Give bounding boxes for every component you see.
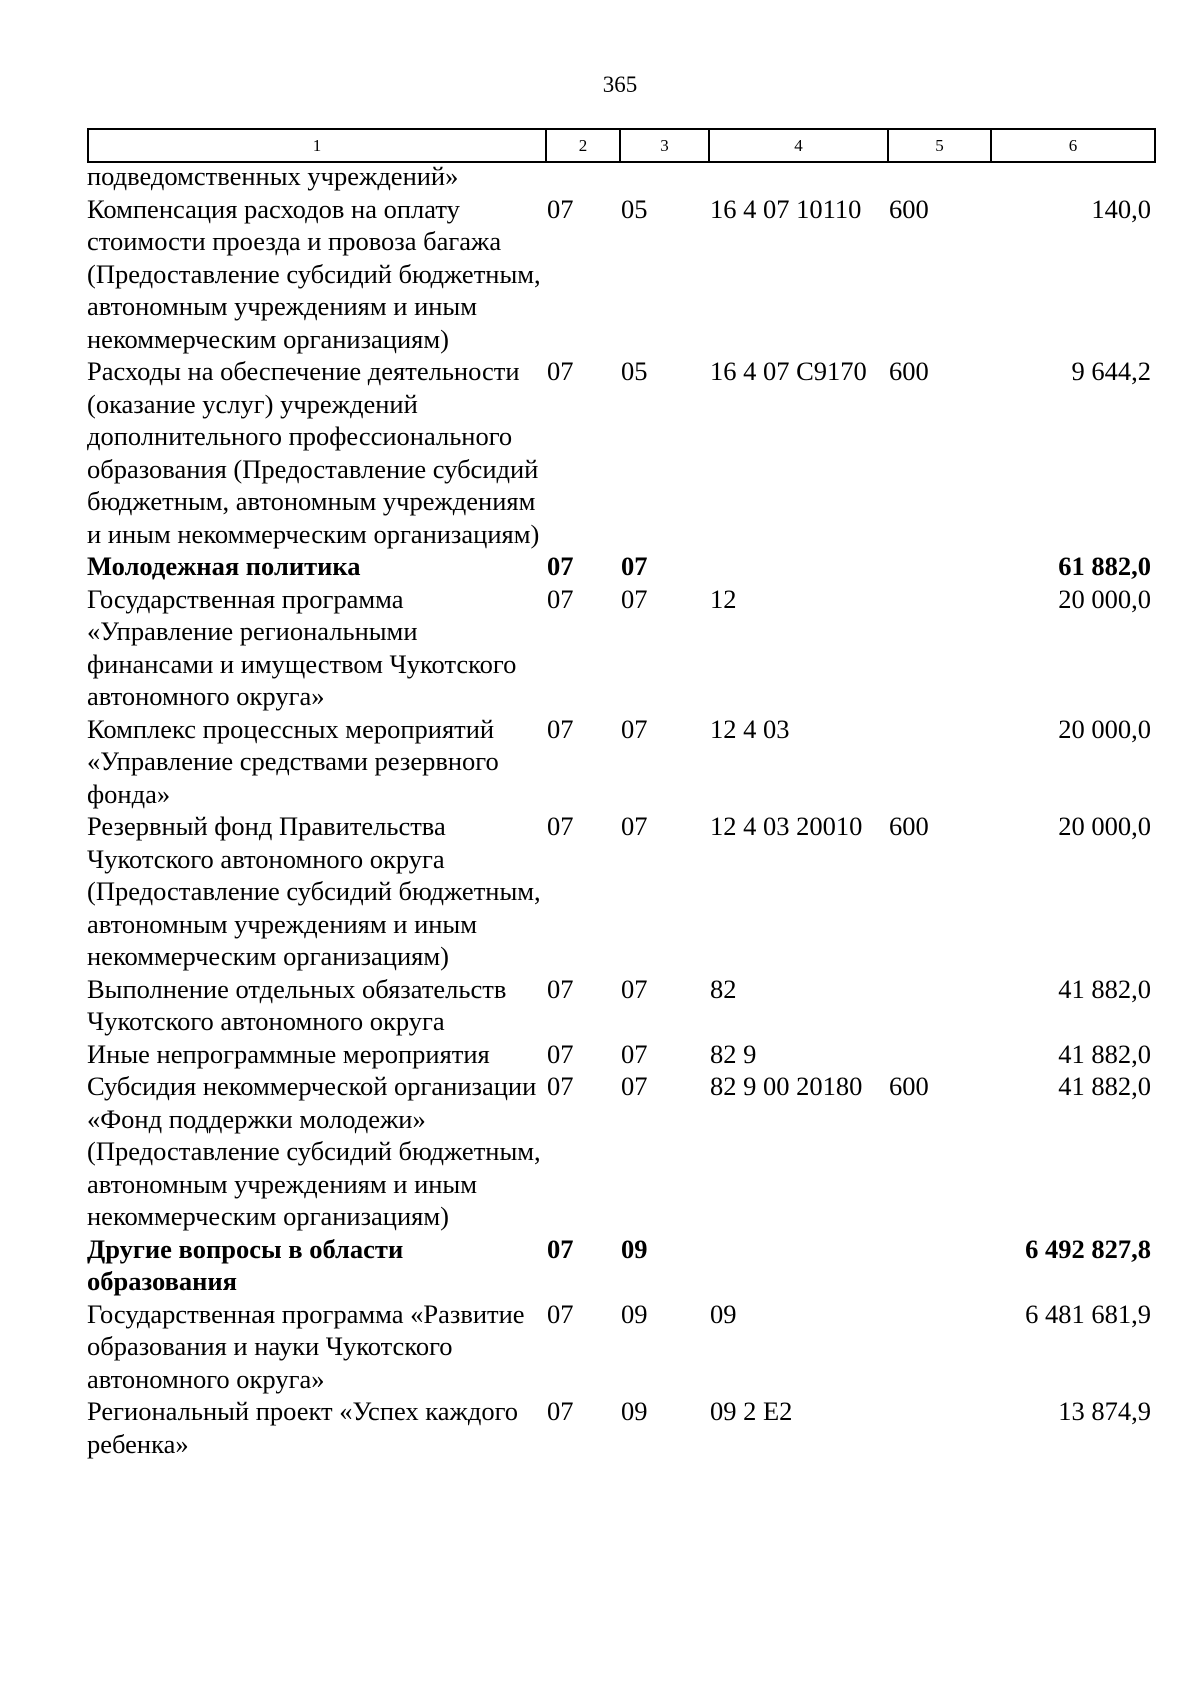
row-subsection-code: 07 bbox=[621, 811, 648, 841]
row-target-code: 82 9 bbox=[710, 1038, 757, 1069]
budget-table bbox=[87, 160, 1154, 1460]
column-number: 1 bbox=[88, 129, 546, 162]
row-target-code: 12 4 03 bbox=[710, 713, 790, 744]
row-expense-type-code bbox=[889, 583, 992, 713]
row-expense-type-code bbox=[889, 973, 992, 1038]
row-name: Комплекс процессных мероприятий «Управление средствами резервного фонда» bbox=[87, 713, 499, 809]
row-target-code: 09 2 Е2 bbox=[710, 1396, 793, 1426]
row-amount: 6 492 827,8 bbox=[1025, 1233, 1151, 1264]
row-name: Молодежная политика bbox=[87, 551, 361, 581]
row-target-code: 16 4 07 10110 bbox=[710, 193, 862, 224]
row-amount: 20 000,0 bbox=[1058, 713, 1151, 744]
row-name: Иные непрограммные мероприятия bbox=[87, 1038, 490, 1069]
row-amount bbox=[992, 160, 1154, 193]
row-target-code bbox=[710, 160, 889, 193]
row-section-code: 07 bbox=[547, 1071, 574, 1101]
table-row bbox=[87, 973, 1154, 1038]
row-section-code: 07 bbox=[547, 1038, 574, 1069]
row-section-code: 07 bbox=[547, 356, 574, 386]
row-section-code: 07 bbox=[547, 811, 574, 841]
column-number: 3 bbox=[620, 129, 709, 162]
budget-table-body bbox=[87, 160, 1154, 1460]
row-amount: 61 882,0 bbox=[1058, 551, 1151, 581]
row-target-code: 12 4 03 20010 bbox=[710, 811, 863, 841]
table-row bbox=[87, 810, 1154, 973]
row-amount: 41 882,0 bbox=[1058, 1071, 1151, 1101]
row-target-code: 09 bbox=[710, 1298, 737, 1329]
table-row bbox=[87, 1298, 1154, 1396]
row-subsection-code: 07 bbox=[621, 713, 648, 744]
row-amount: 13 874,9 bbox=[1058, 1396, 1151, 1426]
table-row bbox=[87, 1070, 1154, 1233]
row-subsection-code: 07 bbox=[621, 551, 648, 581]
row-name: подведомственных учреждений» bbox=[87, 161, 459, 191]
row-expense-type-code bbox=[889, 713, 992, 811]
row-subsection-code: 07 bbox=[621, 583, 648, 614]
row-expense-type-code bbox=[889, 1395, 992, 1460]
row-name: Государственная программа «Развитие образования и науки Чукотского автономного округа» bbox=[87, 1298, 525, 1394]
row-expense-type-code bbox=[889, 1233, 992, 1298]
row-name: Государственная программа «Управление региональными финансами и имуществом Чукотского автономного округа» bbox=[87, 583, 517, 711]
row-section-code: 07 bbox=[547, 583, 574, 614]
row-expense-type-code bbox=[889, 550, 992, 583]
page-number: 365 bbox=[602, 72, 638, 97]
column-header-table bbox=[87, 128, 1156, 163]
table-row bbox=[87, 193, 1154, 356]
row-expense-type-code bbox=[889, 1038, 992, 1071]
table-row bbox=[87, 1395, 1154, 1460]
row-name: Резервный фонд Правительства Чукотского автономного округа (Предоставление субсидий бюджетным, автономным учреждениям и иным некоммерческим организациям) bbox=[87, 811, 541, 971]
row-name: Региональный проект «Успех каждого ребенка» bbox=[87, 1396, 519, 1459]
row-expense-type-code bbox=[889, 1298, 992, 1396]
row-expense-type-code bbox=[889, 160, 992, 193]
table-row bbox=[87, 1038, 1154, 1071]
row-expense-type-code: 600 bbox=[889, 1071, 929, 1101]
row-section-code: 07 bbox=[547, 1396, 574, 1426]
row-section-code: 07 bbox=[547, 193, 574, 224]
row-amount: 6 481 681,9 bbox=[1025, 1298, 1151, 1329]
table-row bbox=[87, 713, 1154, 811]
row-subsection-code: 07 bbox=[621, 1038, 648, 1069]
row-target-code bbox=[710, 1233, 889, 1298]
row-expense-type-code: 600 bbox=[889, 811, 929, 841]
table-row bbox=[87, 355, 1154, 550]
table-row bbox=[87, 583, 1154, 713]
row-subsection-code: 09 bbox=[621, 1396, 648, 1426]
row-section-code: 07 bbox=[547, 713, 574, 744]
table-row bbox=[87, 550, 1154, 583]
row-target-code bbox=[710, 550, 889, 583]
row-amount: 41 882,0 bbox=[1058, 1038, 1151, 1069]
row-expense-type-code: 600 bbox=[889, 356, 929, 386]
row-section-code: 07 bbox=[547, 973, 574, 1004]
row-section-code: 07 bbox=[547, 551, 574, 581]
table-row bbox=[87, 1233, 1154, 1298]
row-amount: 9 644,2 bbox=[1071, 356, 1151, 386]
row-name: Выполнение отдельных обязательств Чукотского автономного округа bbox=[87, 973, 507, 1036]
row-name: Другие вопросы в области образования bbox=[87, 1233, 404, 1296]
row-target-code: 12 bbox=[710, 583, 737, 614]
row-subsection-code: 05 bbox=[621, 193, 648, 224]
row-name: Расходы на обеспечение деятельности (оказание услуг) учреждений дополнительного профессионального образования (Предоставление субсидий бюджетным, автономным учреждениям и иным некоммерческим организациям) bbox=[87, 356, 540, 549]
row-amount: 41 882,0 bbox=[1058, 973, 1151, 1004]
column-number: 4 bbox=[709, 129, 888, 162]
row-subsection-code: 09 bbox=[621, 1298, 648, 1329]
row-amount: 140,0 bbox=[1091, 193, 1151, 224]
row-target-code: 16 4 07 С9170 bbox=[710, 356, 867, 386]
row-name: Субсидия некоммерческой организации «Фонд поддержки молодежи» (Предоставление субсидий бюджетным, автономным учреждениям и иным некоммерческим организациям) bbox=[87, 1071, 541, 1231]
row-section-code bbox=[547, 160, 621, 193]
row-section-code: 07 bbox=[547, 1298, 574, 1329]
row-section-code: 07 bbox=[547, 1233, 574, 1264]
row-name: Компенсация расходов на оплату стоимости проезда и провоза багажа (Предоставление субсидий бюджетным, автономным учреждениям и иным некоммерческим организациям) bbox=[87, 193, 541, 354]
column-number: 5 bbox=[888, 129, 991, 162]
row-subsection-code: 07 bbox=[621, 1071, 648, 1101]
column-number: 6 bbox=[991, 129, 1155, 162]
table-row bbox=[87, 160, 1154, 193]
column-number: 2 bbox=[546, 129, 620, 162]
row-subsection-code bbox=[621, 160, 710, 193]
row-target-code: 82 9 00 20180 bbox=[710, 1071, 863, 1101]
row-amount: 20 000,0 bbox=[1058, 583, 1151, 614]
row-subsection-code: 09 bbox=[621, 1233, 648, 1264]
column-number-row bbox=[88, 129, 1155, 162]
row-target-code: 82 bbox=[710, 973, 737, 1004]
row-expense-type-code: 600 bbox=[889, 193, 929, 224]
row-subsection-code: 07 bbox=[621, 973, 648, 1004]
row-amount: 20 000,0 bbox=[1058, 811, 1151, 841]
row-subsection-code: 05 bbox=[621, 356, 648, 386]
